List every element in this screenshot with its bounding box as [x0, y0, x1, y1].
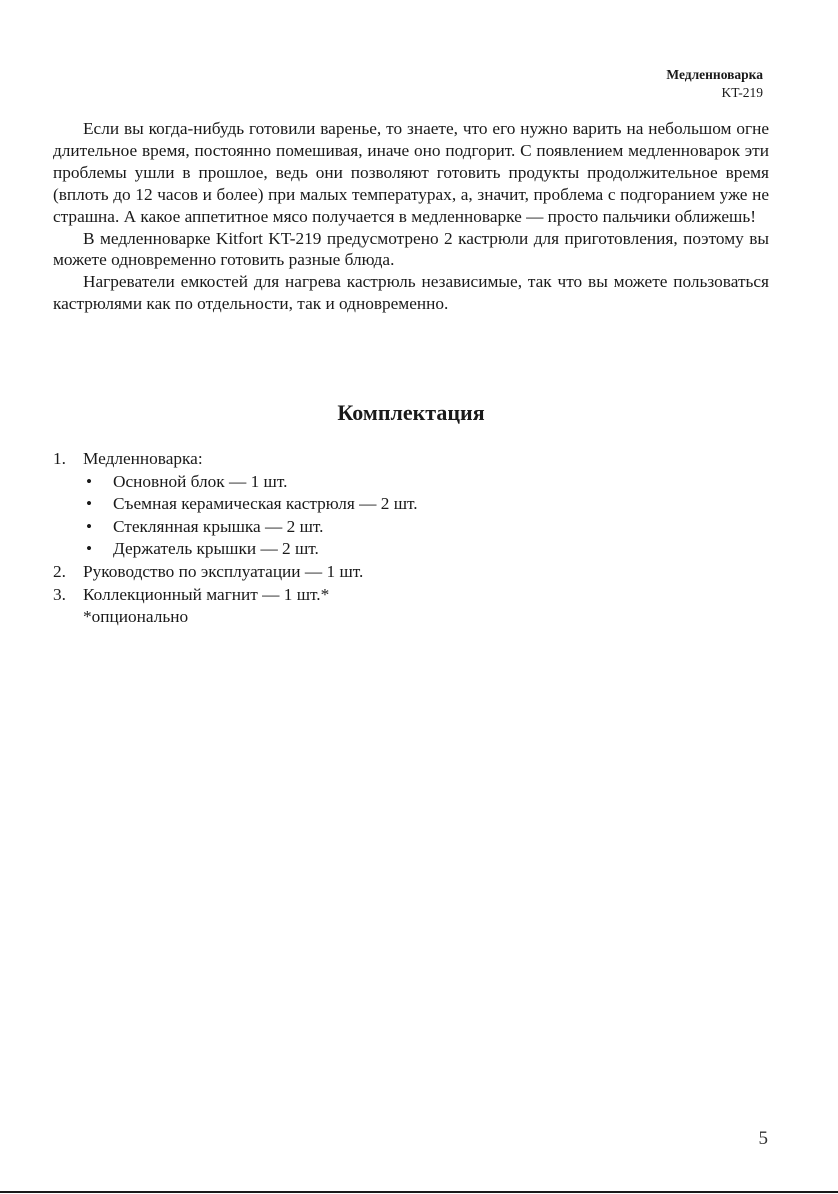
sub-list-item-label: Держатель крышки — 2 шт. [113, 539, 319, 559]
intro-paragraph: Нагреватели емкостей для нагрева кастрюль независимые, так что вы можете пользоваться кастрюлями как по отдельности, так и одновременно. [53, 272, 769, 314]
list-item [53, 561, 769, 584]
intro-text [53, 118, 769, 315]
bullet-icon: • [86, 494, 93, 514]
intro-paragraph: В медленноварке Kitfort KT-219 предусмотрено 2 кастрюли для приготовления, поэтому вы можете одновременно готовить разные блюда. [53, 228, 769, 270]
page-number: 5 [758, 1128, 768, 1149]
optional-footnote: *опционально [83, 607, 189, 627]
page-header [666, 66, 763, 102]
section-title: Комплектация [337, 400, 485, 425]
bullet-icon: • [86, 471, 93, 491]
bullet-icon: • [86, 539, 93, 559]
list-item-number: 3. [53, 584, 66, 604]
sub-list-item [83, 538, 769, 561]
sub-list-item-label: Основной блок — 1 шт. [113, 471, 288, 491]
sub-list-item-label: Съемная керамическая кастрюля — 2 шт. [113, 494, 418, 514]
list-item-label: Медленноварка: [83, 449, 203, 468]
list-item-label: Руководство по эксплуатации — 1 шт. [83, 561, 364, 581]
intro-paragraph: Если вы когда-нибудь готовили варенье, то знаете, что его нужно варить на небольшом огне длительное время, постоянно помешивая, иначе оно подгорит. С появлением медленноварок эти проблемы ушли в прошлое, ведь они позволяют готовить продукты продолжительное время (вплоть до 12 часов и более) при малых температурах, а, значит, проблема с подгоранием уже не страшна. А какое аппетитное мясо получается в медленноварке — просто пальчики оближешь! [53, 119, 769, 226]
list-item-label: Коллекционный магнит — 1 шт.* [83, 584, 330, 604]
list-item-number: 1. [53, 449, 66, 468]
list-item [53, 448, 769, 471]
sub-list [53, 471, 769, 561]
bullet-icon: • [86, 516, 93, 536]
package-contents-list [53, 448, 769, 629]
header-product-name: Медленноварка [666, 67, 763, 82]
sub-list-item [83, 516, 769, 539]
header-model-number: KT-219 [721, 85, 763, 100]
sub-list-item [83, 493, 769, 516]
sub-list-item [83, 471, 769, 494]
sub-list-item-label: Стеклянная крышка — 2 шт. [113, 516, 324, 536]
list-item-number: 2. [53, 561, 66, 581]
bottom-divider [0, 1191, 838, 1193]
list-item [53, 584, 769, 607]
